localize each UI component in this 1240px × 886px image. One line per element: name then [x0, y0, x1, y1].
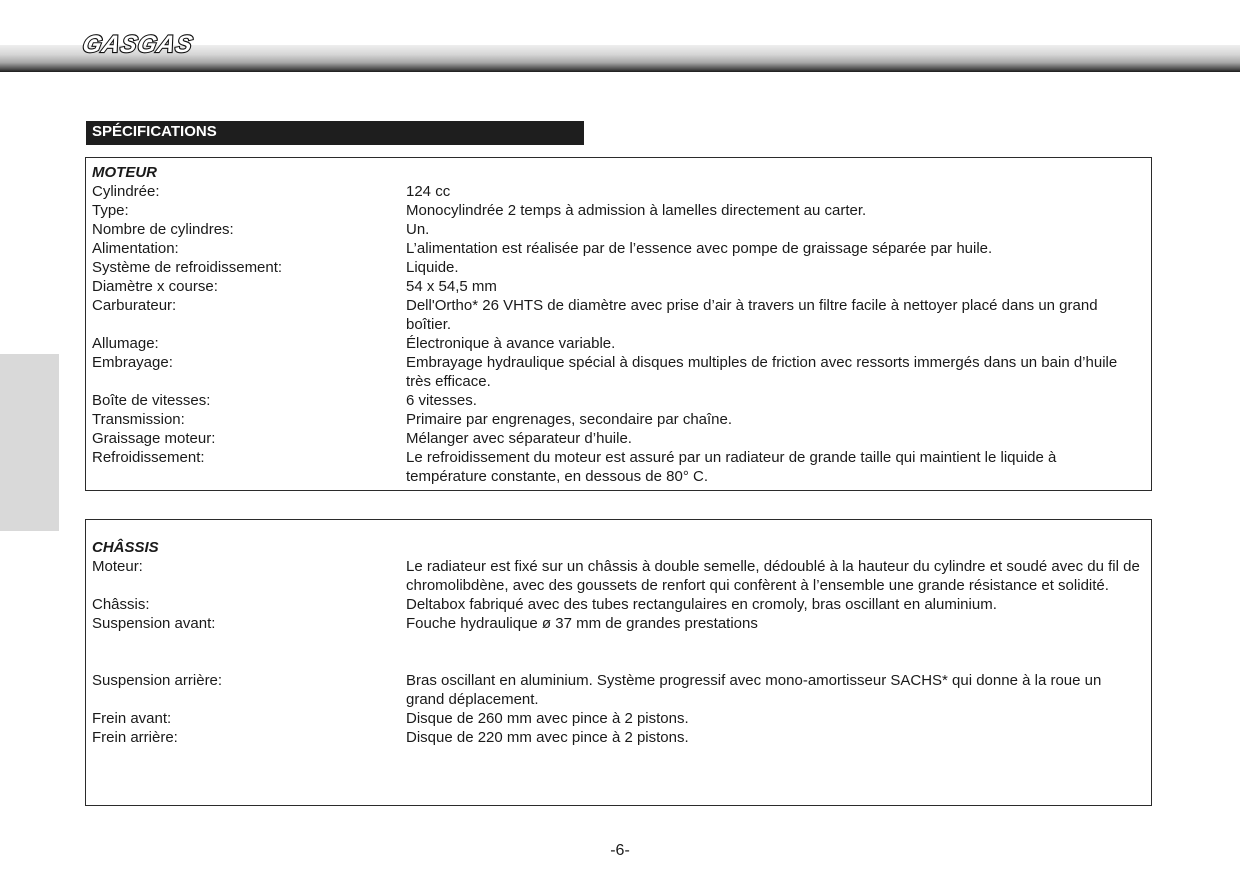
- engine-group-title: MOTEUR: [92, 164, 157, 181]
- spec-row: [92, 353, 1141, 391]
- spec-label: Type:: [92, 202, 129, 219]
- spec-label: Allumage:: [92, 335, 159, 352]
- spec-label: Transmission:: [92, 411, 185, 428]
- spec-label: Boîte de vitesses:: [92, 392, 211, 409]
- spec-row: [92, 391, 1141, 410]
- spec-label: Frein avant:: [92, 710, 172, 727]
- page-number: -6-: [610, 842, 630, 859]
- spec-label: Cylindrée:: [92, 183, 160, 200]
- spec-value: Fouche hydraulique ø 37 mm de grandes prestations: [406, 615, 758, 632]
- spec-row: [92, 728, 1141, 747]
- spec-label: Frein arrière:: [92, 729, 178, 746]
- spec-value: 6 vitesses.: [406, 392, 477, 409]
- spec-value: Mélanger avec séparateur d’huile.: [406, 430, 632, 447]
- spec-row: [92, 182, 1141, 201]
- spec-label: Suspension avant:: [92, 615, 216, 632]
- spec-value: Primaire par engrenages, secondaire par chaîne.: [406, 411, 733, 428]
- spec-row: [92, 429, 1141, 448]
- spec-label: Graissage moteur:: [92, 430, 216, 447]
- spec-value: Bras oscillant en aluminium. Système progressif avec mono-amortisseur SACHS* qui donne à la roue un grand déplacement.: [406, 672, 1102, 708]
- spec-value: Monocylindrée 2 temps à admission à lamelles directement au carter.: [406, 202, 867, 219]
- spec-value: Deltabox fabriqué avec des tubes rectangulaires en cromoly, bras oscillant en aluminium.: [406, 596, 997, 613]
- spec-value: Dell'Ortho* 26 VHTS de diamètre avec prise d’air à travers un filtre facile à nettoyer placé dans un grand boîtier.: [406, 297, 1098, 333]
- spec-label: Carburateur:: [92, 297, 177, 314]
- spec-value: Liquide.: [406, 259, 459, 276]
- spec-label: Système de refroidissement:: [92, 259, 283, 276]
- chassis-specs-box: [85, 519, 1152, 806]
- spec-value: L’alimentation est réalisée par de l’essence avec pompe de graissage séparée par huile.: [406, 240, 993, 257]
- spec-row: [92, 258, 1141, 277]
- side-tab: [0, 354, 59, 531]
- spec-row: [92, 239, 1141, 258]
- spec-label: Diamètre x course:: [92, 278, 218, 295]
- spec-value: 54 x 54,5 mm: [406, 278, 497, 295]
- spec-value: Disque de 220 mm avec pince à 2 pistons.: [406, 729, 689, 746]
- spec-value: 124 cc: [406, 183, 451, 200]
- spec-value: Un.: [406, 221, 430, 238]
- spec-row: [92, 296, 1141, 334]
- spec-label: Moteur:: [92, 558, 143, 575]
- svg-text:GASGAS: GASGAS: [80, 31, 196, 58]
- spec-value: Embrayage hydraulique spécial à disques multiples de friction avec ressorts immergés dans un bain d’huile très efficace.: [406, 354, 1118, 390]
- chassis-group-title: CHÂSSIS: [92, 539, 159, 556]
- spec-row: [92, 448, 1141, 486]
- spec-row: [92, 334, 1141, 353]
- spec-value: Le refroidissement du moteur est assuré par un radiateur de grande taille qui maintient le liquide à température constante, en dessous de 80° C.: [406, 449, 1057, 485]
- spec-row: [92, 614, 1141, 671]
- spec-row: [92, 595, 1141, 614]
- section-title: SPÉCIFICATIONS: [86, 121, 584, 145]
- spec-label: Refroidissement:: [92, 449, 205, 466]
- spec-label: Nombre de cylindres:: [92, 221, 234, 238]
- spec-label: Châssis:: [92, 596, 150, 613]
- spec-row: [92, 410, 1141, 429]
- engine-specs-box: [85, 157, 1152, 491]
- spec-row: [92, 220, 1141, 239]
- spec-label: Alimentation:: [92, 240, 179, 257]
- spec-row: [92, 709, 1141, 728]
- spec-value: Le radiateur est fixé sur un châssis à double semelle, dédoublé à la hauteur du cylindre et soudé avec du fil de chromolibdène, avec des goussets de renfort qui confèrent à l’ensemble une grande résistance et solidité.: [406, 558, 1140, 594]
- spec-row: [92, 557, 1141, 595]
- spec-value: Électronique à avance variable.: [406, 335, 616, 352]
- spec-row: [92, 277, 1141, 296]
- spec-value: Disque de 260 mm avec pince à 2 pistons.: [406, 710, 689, 727]
- gasgas-logo: [80, 30, 270, 62]
- spec-row: [92, 671, 1141, 709]
- spec-label: Embrayage:: [92, 354, 173, 371]
- spec-label: Suspension arrière:: [92, 672, 223, 689]
- spec-row: [92, 201, 1141, 220]
